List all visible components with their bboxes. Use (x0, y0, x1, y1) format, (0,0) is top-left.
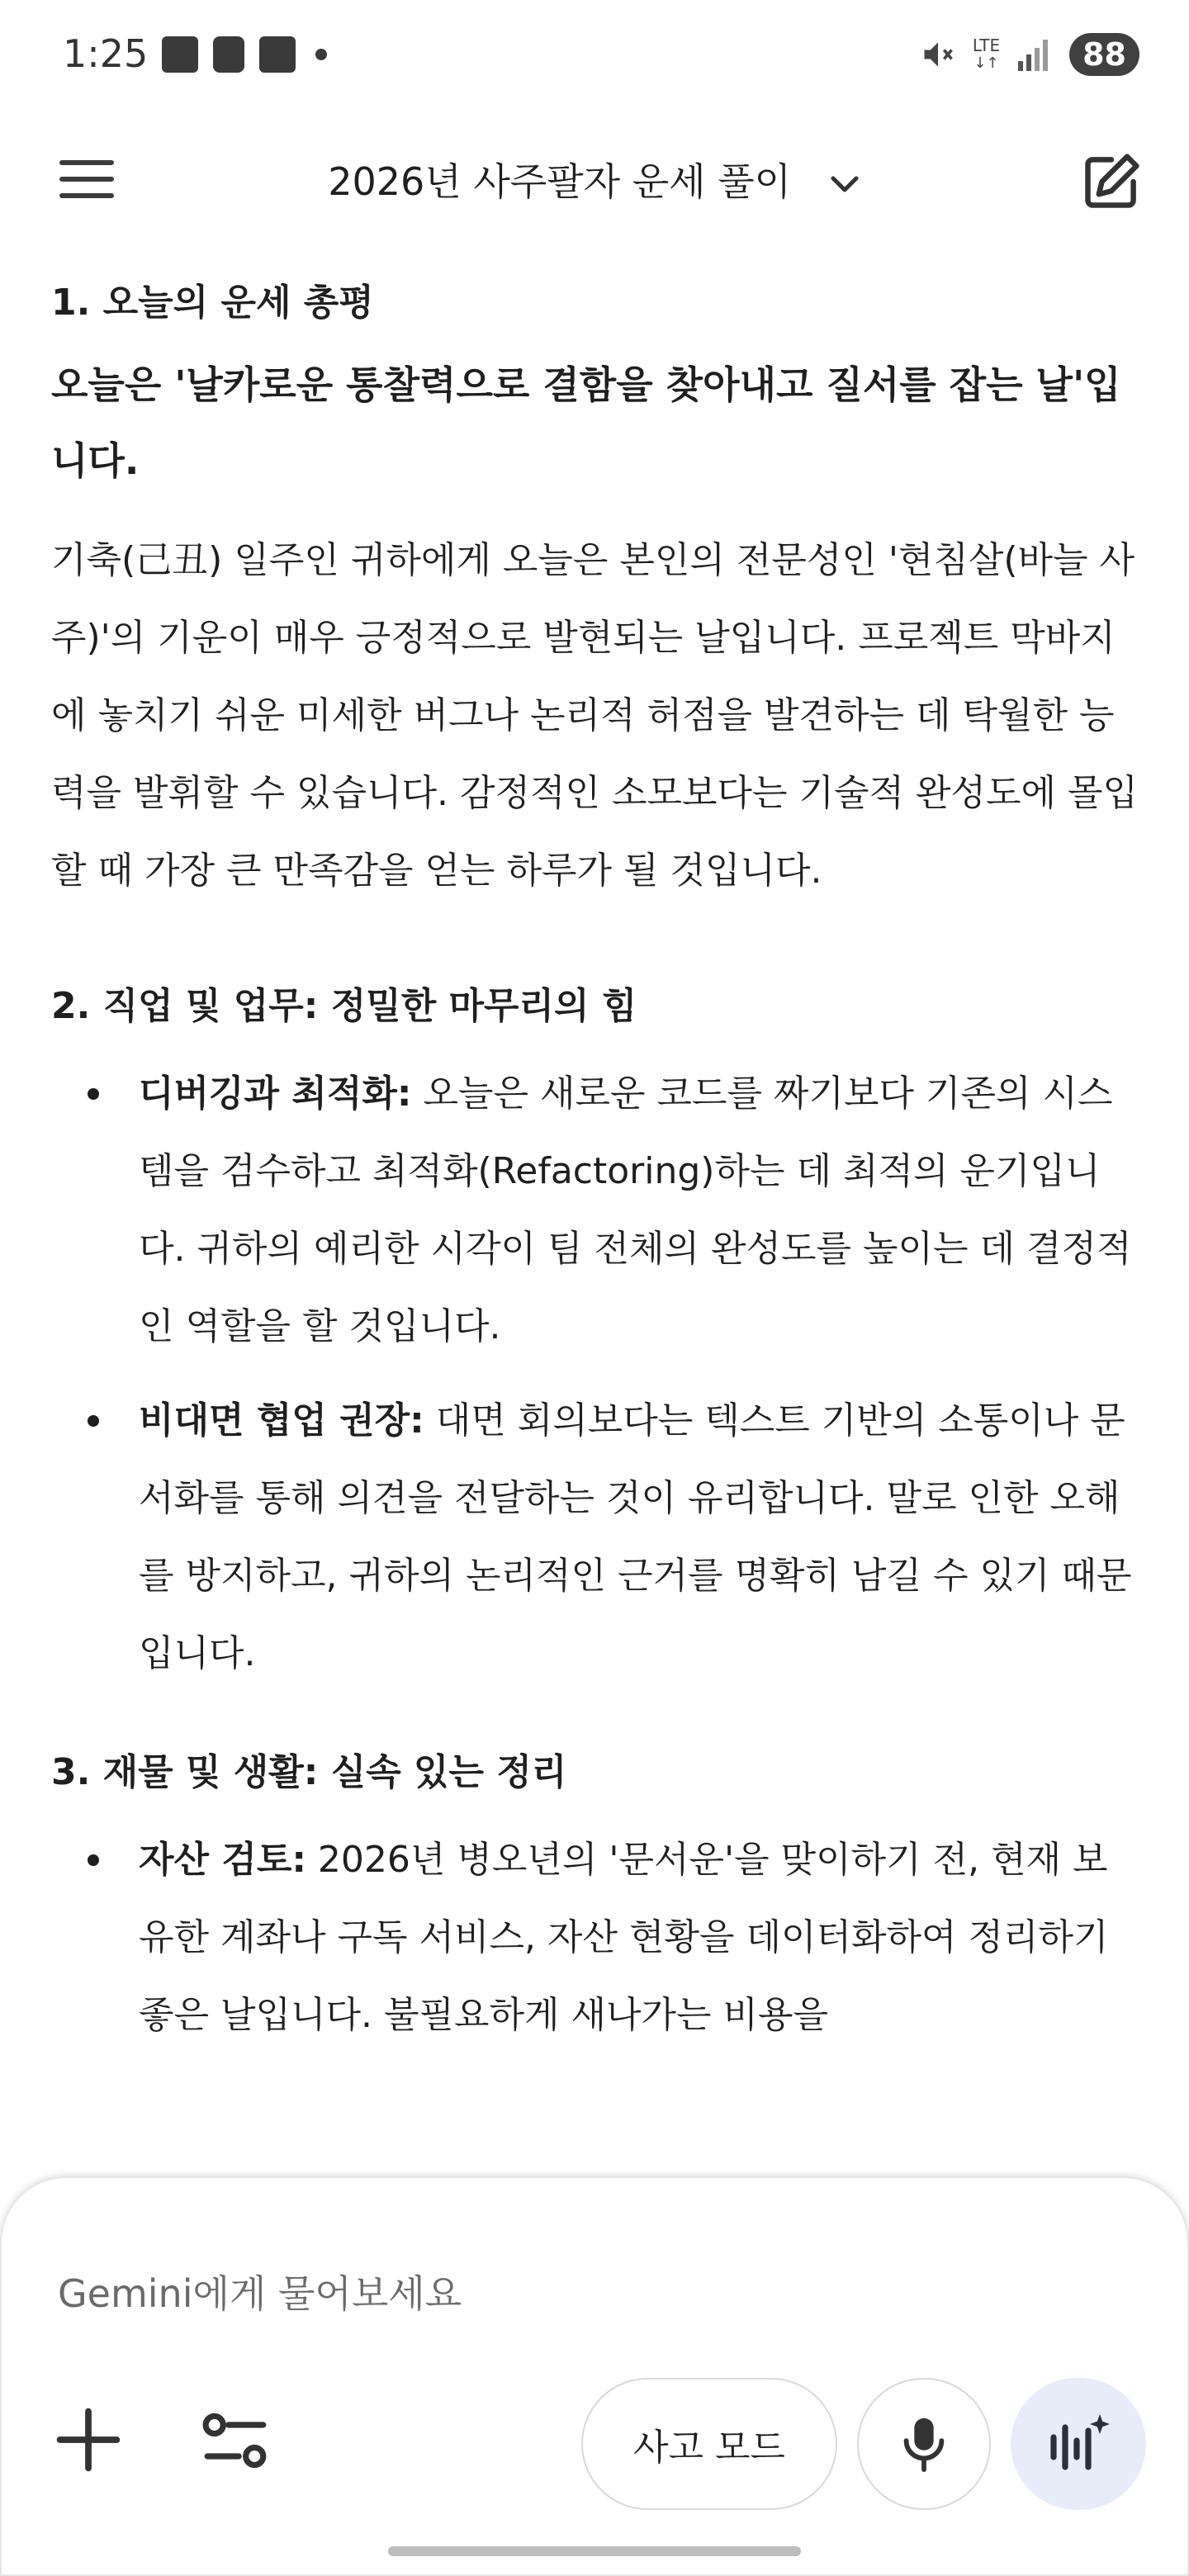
lte-label: LTE (972, 36, 1001, 55)
summary-body: 기축(己丑) 일주인 귀하에게 오늘은 본인의 전문성인 '현침살(바늘 사주)'의 기운이 매우 긍정적으로 발현되는 날입니다. 프로젝트 막바지에 놓치기 쉬운 미세한 버그나 논리적 허점을 발견하는 데 탁월한 능력을 발휘할 수 있습니다. 감정적인 소모보다는 기술적 완성도에 몰입할 때 가장 큰 만족감을 얻는 하루가 될 것입니다. (51, 539, 1138, 892)
signal-icon (1016, 38, 1053, 71)
chevron-down-icon (828, 175, 861, 195)
list-item-text: 오늘은 새로운 코드를 짜기보다 기존의 시스템을 검수하고 최적화(Refactoring)하는 데 최적의 운기입니다. 귀하의 예리한 시각이 팀 전체의 완성도를 높이는 데 결정적인 역할을 할 것입니다. (139, 1073, 1132, 1347)
status-bar (0, 0, 1189, 112)
dot-icon (315, 49, 327, 60)
status-left-icons (162, 36, 327, 73)
home-indicator[interactable] (388, 2546, 801, 2556)
live-icon (1044, 2411, 1113, 2477)
mic-button[interactable] (857, 2378, 991, 2510)
app-header (0, 129, 1189, 228)
status-right (920, 33, 1139, 76)
summary-lead: 오늘은 '날카로운 통찰력으로 결함을 찾아내고 질서를 잡는 날'입니다. (51, 362, 1121, 483)
list-item-text: 대면 회의보다는 텍스트 기반의 소통이나 문서화를 통해 의견을 전달하는 것이 유리합니다. 말로 인한 오해를 방지하고, 귀하의 논리적인 근거를 명확히 남길 수 있기 때문입니다. (139, 1399, 1132, 1674)
list-item-term: 비대면 협업 권장: (139, 1399, 424, 1442)
career-list (51, 1055, 1141, 1693)
mic-icon (901, 2415, 947, 2473)
blog-icon (213, 36, 244, 73)
battery-indicator: 88 (1069, 33, 1139, 76)
response-content (51, 277, 1141, 2071)
tools-icon[interactable] (200, 2409, 271, 2472)
prompt-input[interactable]: Gemini에게 물어보세요 (58, 2271, 462, 2316)
composer-panel (0, 2176, 1189, 2576)
list-item-term: 자산 검토: (139, 1839, 306, 1881)
app-icon (259, 36, 296, 73)
section-heading: 1. 오늘의 운세 총평 (51, 282, 374, 324)
thinking-mode-button[interactable]: 사고 모드 (581, 2378, 837, 2510)
wealth-list (51, 1821, 1141, 2054)
list-item (51, 1055, 1141, 1366)
list-item (51, 1382, 1141, 1693)
list-item (51, 1821, 1141, 2054)
notification-icon (162, 36, 198, 73)
list-item-text: 2026년 병오년의 '문서운'을 맞이하기 전, 현재 보유한 계좌나 구독 서비스, 자산 현황을 데이터화하여 정리하기 좋은 날입니다. 불필요하게 새나가는 비용을 (139, 1839, 1109, 2036)
section-heading: 3. 재물 및 생활: 실속 있는 정리 (51, 1751, 567, 1793)
section-heading: 2. 직업 및 업무: 정밀한 마무리의 힘 (51, 985, 637, 1027)
live-button[interactable] (1011, 2378, 1146, 2510)
conversation-title-text: 2026년 사주팔자 운세 풀이 (328, 159, 792, 204)
plus-icon[interactable] (53, 2404, 124, 2475)
status-time: 1:25 (63, 31, 149, 76)
mute-icon (920, 36, 956, 73)
list-item-term: 디버깅과 최적화: (139, 1073, 412, 1115)
lte-indicator: LTE ↓↑ (972, 36, 1001, 72)
conversation-title[interactable] (0, 152, 1189, 206)
edit-icon[interactable] (1080, 150, 1143, 213)
